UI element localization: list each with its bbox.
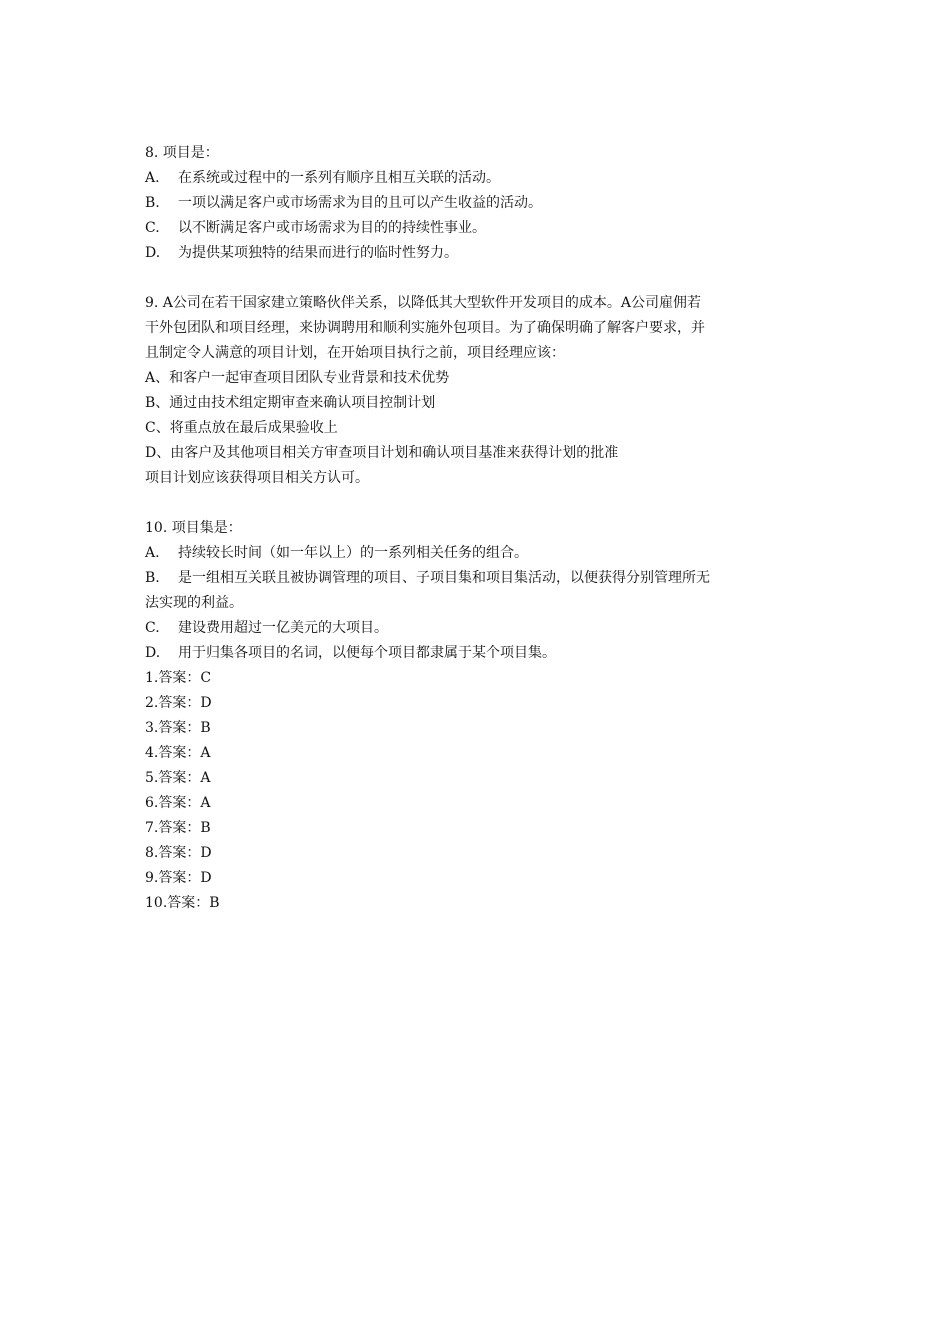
q10-option-d <box>145 641 817 666</box>
option-label: C. <box>145 220 160 236</box>
q9-option-d: D、由客户及其他项目相关方审查项目计划和确认项目基准来获得计划的批准 <box>145 445 619 461</box>
option-label: B. <box>145 570 160 586</box>
q10-option-a <box>145 541 817 566</box>
option-label: C. <box>145 620 160 636</box>
answer-4: 4.答案：A <box>145 745 211 761</box>
option-text: 建设费用超过一亿美元的大项目。 <box>178 620 388 636</box>
q9-option-c: C、将重点放在最后成果验收上 <box>145 420 338 436</box>
option-text: 为提供某项独特的结果而进行的临时性努力。 <box>178 245 458 261</box>
answer-3: 3.答案：B <box>145 720 211 736</box>
option-text: 是一组相互关联且被协调管理的项目、子项目集和项目集活动，以便获得分别管理所无 <box>178 570 710 586</box>
q9-note: 项目计划应该获得项目相关方认可。 <box>145 470 369 486</box>
answer-5: 5.答案：A <box>145 770 211 786</box>
option-label: D. <box>145 245 161 261</box>
q9-stem-line-3: 且制定令人满意的项目计划，在开始项目执行之前，项目经理应该： <box>145 345 565 361</box>
answer-10: 10.答案：B <box>145 895 220 911</box>
q10-option-b-continued: 法实现的利益。 <box>145 595 243 611</box>
option-label: D. <box>145 645 161 661</box>
spacer <box>145 491 817 516</box>
q8-option-a <box>145 166 817 191</box>
q9-stem-line-1: 9. A公司在若干国家建立策略伙伴关系，以降低其大型软件开发项目的成本。A公司雇佣若 <box>145 295 702 311</box>
option-label: A. <box>145 170 160 186</box>
answer-8: 8.答案：D <box>145 845 212 861</box>
q8-option-b <box>145 191 817 216</box>
q9-option-b: B、通过由技术组定期审查来确认项目控制计划 <box>145 395 436 411</box>
answer-9: 9.答案：D <box>145 870 212 886</box>
q8-option-c <box>145 216 817 241</box>
answer-2: 2.答案：D <box>145 695 212 711</box>
q10-option-b <box>145 566 817 591</box>
q9-stem-line-2: 干外包团队和项目经理，来协调聘用和顺利实施外包项目。为了确保明确了解客户要求，并 <box>145 320 705 336</box>
option-label: B. <box>145 195 160 211</box>
option-text: 持续较长时间（如一年以上）的一系列相关任务的组合。 <box>178 545 528 561</box>
q10-option-c <box>145 616 817 641</box>
option-label: A. <box>145 545 160 561</box>
q9-option-a: A、和客户一起审查项目团队专业背景和技术优势 <box>145 370 450 386</box>
answer-1: 1.答案：C <box>145 670 212 686</box>
q10-stem: 10. 项目集是： <box>145 520 242 536</box>
answer-7: 7.答案：B <box>145 820 211 836</box>
answer-6: 6.答案：A <box>145 795 211 811</box>
option-text: 用于归集各项目的名词，以便每个项目都隶属于某个项目集。 <box>178 645 556 661</box>
option-text: 以不断满足客户或市场需求为目的的持续性事业。 <box>178 220 486 236</box>
q8-stem: 8. 项目是： <box>145 145 219 161</box>
option-text: 在系统或过程中的一系列有顺序且相互关联的活动。 <box>178 170 500 186</box>
option-text: 一项以满足客户或市场需求为目的且可以产生收益的活动。 <box>178 195 542 211</box>
document-page <box>145 141 817 916</box>
q8-option-d <box>145 241 817 266</box>
spacer <box>145 266 817 291</box>
